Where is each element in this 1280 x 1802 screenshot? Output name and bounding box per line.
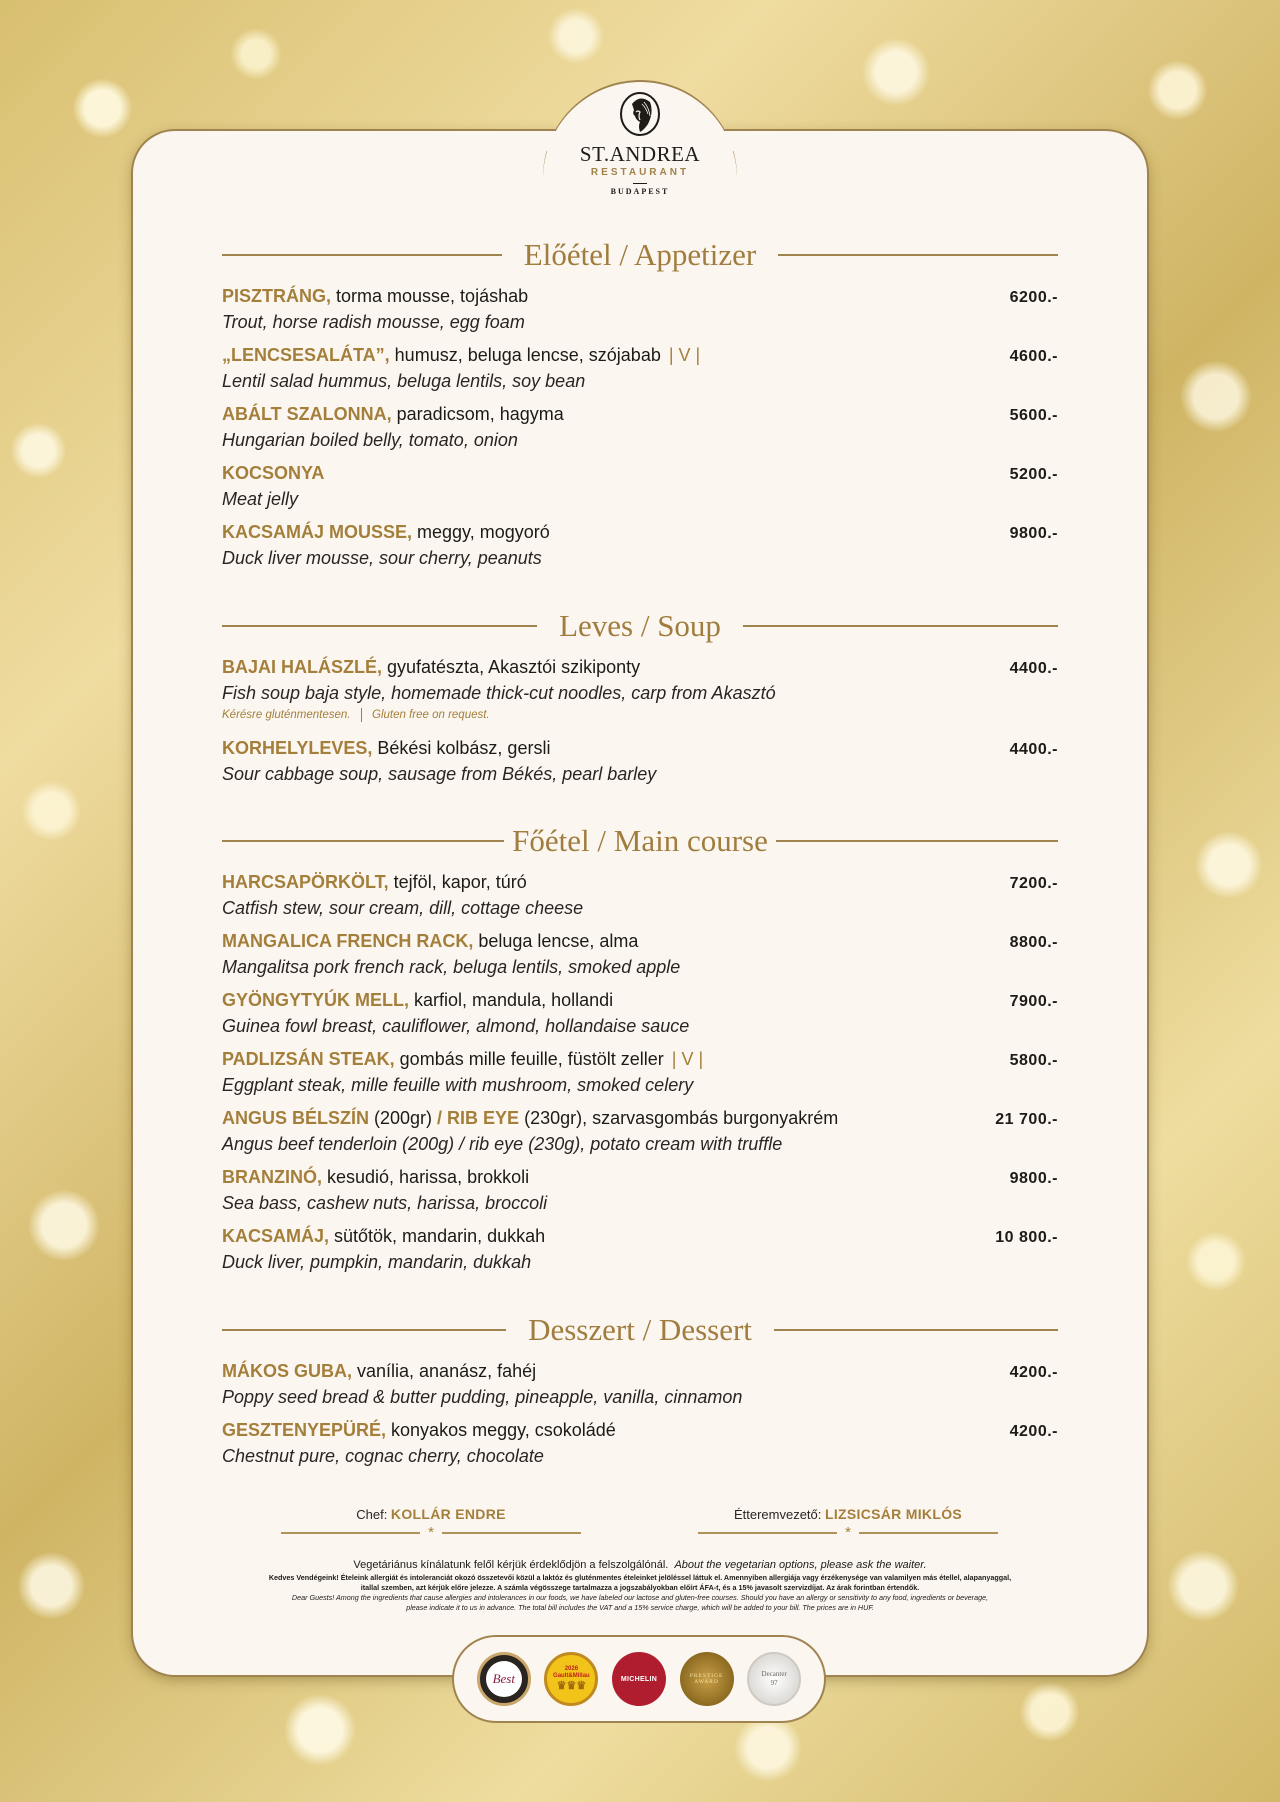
item-en: Poppy seed bread & butter pudding, pineapple, vanilla, cinnamon <box>222 1387 743 1407</box>
divider-line <box>774 1329 1058 1331</box>
item-price: 4200.- <box>1009 1423 1058 1440</box>
item-hu: humusz, beluga lencse, szójabab <box>389 345 661 365</box>
best-of-budapest-badge <box>477 1652 531 1706</box>
item-en: Trout, horse radish mousse, egg foam <box>222 312 525 332</box>
item-hu: sütőtök, mandarin, dukkah <box>329 1226 546 1246</box>
gault-millau-badge <box>544 1652 598 1706</box>
prestige-award-badge <box>680 1652 734 1706</box>
item-name: GYÖNGYTYÚK MELL, <box>222 990 410 1010</box>
item-name: KORHELYLEVES, <box>222 738 373 758</box>
item-hu: vanília, ananász, fahéj <box>352 1361 537 1381</box>
item-name: GESZTENYEPÜRÉ, <box>222 1420 387 1440</box>
item-en: Duck liver, pumpkin, mandarin, dukkah <box>222 1252 532 1272</box>
item-en: Lentil salad hummus, beluga lentils, soy bean <box>222 371 586 391</box>
item-price: 7900.- <box>1009 993 1058 1010</box>
badge-label: Best <box>486 1661 522 1697</box>
decanter-badge <box>747 1652 801 1706</box>
item-name-secondary: / RIB EYE <box>437 1108 520 1128</box>
woman-portrait-icon <box>618 90 662 138</box>
menu-item <box>222 284 1058 334</box>
badge-label: MICHELIN <box>620 1675 658 1683</box>
divider-line <box>778 254 1058 256</box>
item-hu: konyakos meggy, csokoládé <box>386 1420 616 1440</box>
item-name: MÁKOS GUBA, <box>222 1361 352 1381</box>
vegetarian-badge: | V | <box>671 1049 704 1069</box>
item-price: 6200.- <box>1009 289 1058 306</box>
logo-divider <box>633 183 647 184</box>
chef-credit <box>281 1506 581 1540</box>
item-name: PISZTRÁNG, <box>222 286 332 306</box>
brand-city: BUDAPEST <box>610 187 670 196</box>
item-en: Guinea fowl breast, cauliflower, almond, hollandaise sauce <box>222 1016 690 1036</box>
item-en: Sea bass, cashew nuts, harissa, broccoli <box>222 1193 548 1213</box>
item-hu: beluga lencse, alma <box>473 931 639 951</box>
toque-icons: ♛♛♛ <box>556 1680 587 1692</box>
item-name: BRANZINÓ, <box>222 1167 322 1187</box>
section-title: Előétel / Appetizer <box>523 237 757 272</box>
divider-line <box>222 254 502 256</box>
allergy-note-en-2: please indicate it to us in advance. The total bill includes the VAT and a 15% service charge, which will be added to your bill. The prices are in HUF. <box>406 1603 874 1612</box>
manager-label: Étteremvezető: <box>733 1507 825 1522</box>
section-title: Főétel / Main course <box>512 823 768 858</box>
item-price: 21 700.- <box>995 1111 1058 1128</box>
chef-name: KOLLÁR ENDRE <box>390 1506 506 1522</box>
allergy-note-en-1: Dear Guests! Among the ingredients that cause allergies and intolerances in our foods, we have labeled our lactose and gluten-free courses. Should you have an allergy or sensitivity to any food, ingredients or beverage, <box>291 1593 989 1602</box>
item-en: Catfish stew, sour cream, dill, cottage cheese <box>222 898 584 918</box>
item-price: 9800.- <box>1009 525 1058 542</box>
section-title: Desszert / Dessert <box>528 1312 752 1347</box>
manager-name: LIZSICSÁR MIKLÓS <box>825 1506 963 1522</box>
item-hu: paradicsom, hagyma <box>391 404 564 424</box>
item-price: 9800.- <box>1009 1170 1058 1187</box>
divider-line <box>222 840 504 842</box>
menu-item <box>222 988 1058 1038</box>
item-hu: (200gr) <box>369 1108 438 1128</box>
menu-item <box>222 402 1058 452</box>
divider-line <box>776 840 1058 842</box>
item-hu: karfiol, mandula, hollandi <box>409 990 614 1010</box>
item-hu: kesudió, harissa, brokkoli <box>322 1167 530 1187</box>
veg-note-en: About the vegetarian options, please ask the waiter. <box>674 1559 927 1571</box>
item-price: 4200.- <box>1009 1364 1058 1381</box>
divider-line <box>222 625 537 627</box>
item-price: 5200.- <box>1009 466 1058 483</box>
item-en: Fish soup baja style, homemade thick-cut noodles, carp from Akasztó <box>222 683 776 703</box>
section-heading-dessert <box>222 1310 1058 1350</box>
item-en: Hungarian boiled belly, tomato, onion <box>222 430 518 450</box>
item-en: Chestnut pure, cognac cherry, chocolate <box>222 1446 544 1466</box>
awards-bar <box>452 1635 826 1723</box>
item-price: 10 800.- <box>995 1229 1058 1246</box>
divider-line <box>222 1329 506 1331</box>
menu-item <box>222 461 1058 511</box>
menu-item <box>222 1165 1058 1215</box>
divider-line <box>743 625 1058 627</box>
allergy-note-hu-1: Kedves Vendégeink! Ételeink allergiát és intoleranciát okozó összetevői közül a laktóz és gluténmentes ételeinket jelöléssel láttuk el. Amennyiben allergiája vagy érzékenysége van valamilyen más étellel, alapanyaggal, <box>268 1573 1012 1582</box>
menu-item <box>222 870 1058 920</box>
brand-subtitle: RESTAURANT <box>590 167 690 178</box>
item-en: Duck liver mousse, sour cherry, peanuts <box>222 548 542 568</box>
note-en: Gluten free on request. <box>372 709 490 721</box>
item-price: 4400.- <box>1009 660 1058 677</box>
menu-item <box>222 520 1058 570</box>
item-price: 4400.- <box>1009 741 1058 758</box>
section-title: Leves / Soup <box>559 608 721 643</box>
ornament-divider <box>698 1526 998 1540</box>
badge-label: PRESTIGE AWARD <box>689 1673 724 1685</box>
footer-notes <box>222 1557 1058 1613</box>
item-price: 7200.- <box>1009 875 1058 892</box>
item-hu: torma mousse, tojáshab <box>331 286 529 306</box>
item-price: 5600.- <box>1009 407 1058 424</box>
item-name: ANGUS BÉLSZÍN <box>222 1108 370 1128</box>
note-hu: Kérésre gluténmentesen. <box>222 709 351 721</box>
item-name: „LENCSESALÁTA”, <box>222 345 390 365</box>
note-separator <box>361 708 363 722</box>
item-name: MANGALICA FRENCH RACK, <box>222 931 474 951</box>
brand-name: ST.ANDREA <box>579 142 701 166</box>
menu-item <box>222 1106 1058 1156</box>
item-name: PADLIZSÁN STEAK, <box>222 1049 395 1069</box>
restaurant-logo <box>540 90 740 196</box>
item-hu: gombás mille feuille, füstölt zeller <box>394 1049 664 1069</box>
item-en: Mangalitsa pork french rack, beluga lentils, smoked apple <box>222 957 681 977</box>
item-en: Eggplant steak, mille feuille with mushroom, smoked celery <box>222 1075 694 1095</box>
item-name: HARCSAPÖRKÖLT, <box>222 872 389 892</box>
menu-item <box>222 1224 1058 1274</box>
item-name: KACSAMÁJ MOUSSE, <box>222 522 413 542</box>
gluten-free-note <box>222 705 1058 725</box>
michelin-badge <box>612 1652 666 1706</box>
item-hu: tejföl, kapor, túró <box>388 872 527 892</box>
menu-item <box>222 1418 1058 1468</box>
chef-label: Chef: <box>356 1507 391 1522</box>
item-hu: meggy, mogyoró <box>412 522 550 542</box>
menu-item <box>222 929 1058 979</box>
item-name: ABÁLT SZALONNA, <box>222 404 392 424</box>
item-name: KOCSONYA <box>222 463 325 483</box>
item-name: KACSAMÁJ, <box>222 1226 330 1246</box>
veg-note-hu: Vegetáriánus kínálatunk felől kérjük érdeklődjön a felszolgálónál. <box>353 1559 669 1571</box>
section-heading-appetizer <box>222 235 1058 275</box>
badge-label: 2026 Gault&Millau <box>553 1666 590 1679</box>
vegetarian-badge: | V | <box>668 345 701 365</box>
vegetarian-note <box>222 1557 1058 1573</box>
item-en: Meat jelly <box>222 489 299 509</box>
menu-item <box>222 1047 1058 1097</box>
badge-label: Decanter <box>761 1670 787 1678</box>
item-name: BAJAI HALÁSZLÉ, <box>222 657 383 677</box>
menu-item <box>222 736 1058 786</box>
item-en: Sour cabbage soup, sausage from Békés, pearl barley <box>222 764 657 784</box>
asterisk-icon: * <box>428 1524 434 1541</box>
badge-score: 97 <box>770 1679 778 1687</box>
item-price: 5800.- <box>1009 1052 1058 1069</box>
allergy-note-hu-2: itallal szemben, azt kérjük előre jelezze. A számla végösszege tartalmazza a jogszabályokban előírt ÁFA-t, és a 15% javasolt szervizdíjat. Az árak forintban értendők. <box>360 1583 920 1592</box>
section-heading-soup <box>222 606 1058 646</box>
menu-item <box>222 343 1058 393</box>
menu-item <box>222 655 1058 725</box>
manager-credit <box>698 1506 998 1540</box>
item-price: 4600.- <box>1009 348 1058 365</box>
menu-item <box>222 1359 1058 1409</box>
item-price: 8800.- <box>1009 934 1058 951</box>
asterisk-icon: * <box>845 1524 851 1541</box>
item-hu: gyufatészta, Akasztói szikiponty <box>382 657 641 677</box>
section-heading-main-course <box>222 821 1058 861</box>
item-en: Angus beef tenderloin (200g) / rib eye (230g), potato cream with truffle <box>222 1134 783 1154</box>
item-hu-secondary: (230gr), szarvasgombás burgonyakrém <box>519 1108 839 1128</box>
item-hu: Békési kolbász, gersli <box>372 738 551 758</box>
ornament-divider <box>281 1526 581 1540</box>
